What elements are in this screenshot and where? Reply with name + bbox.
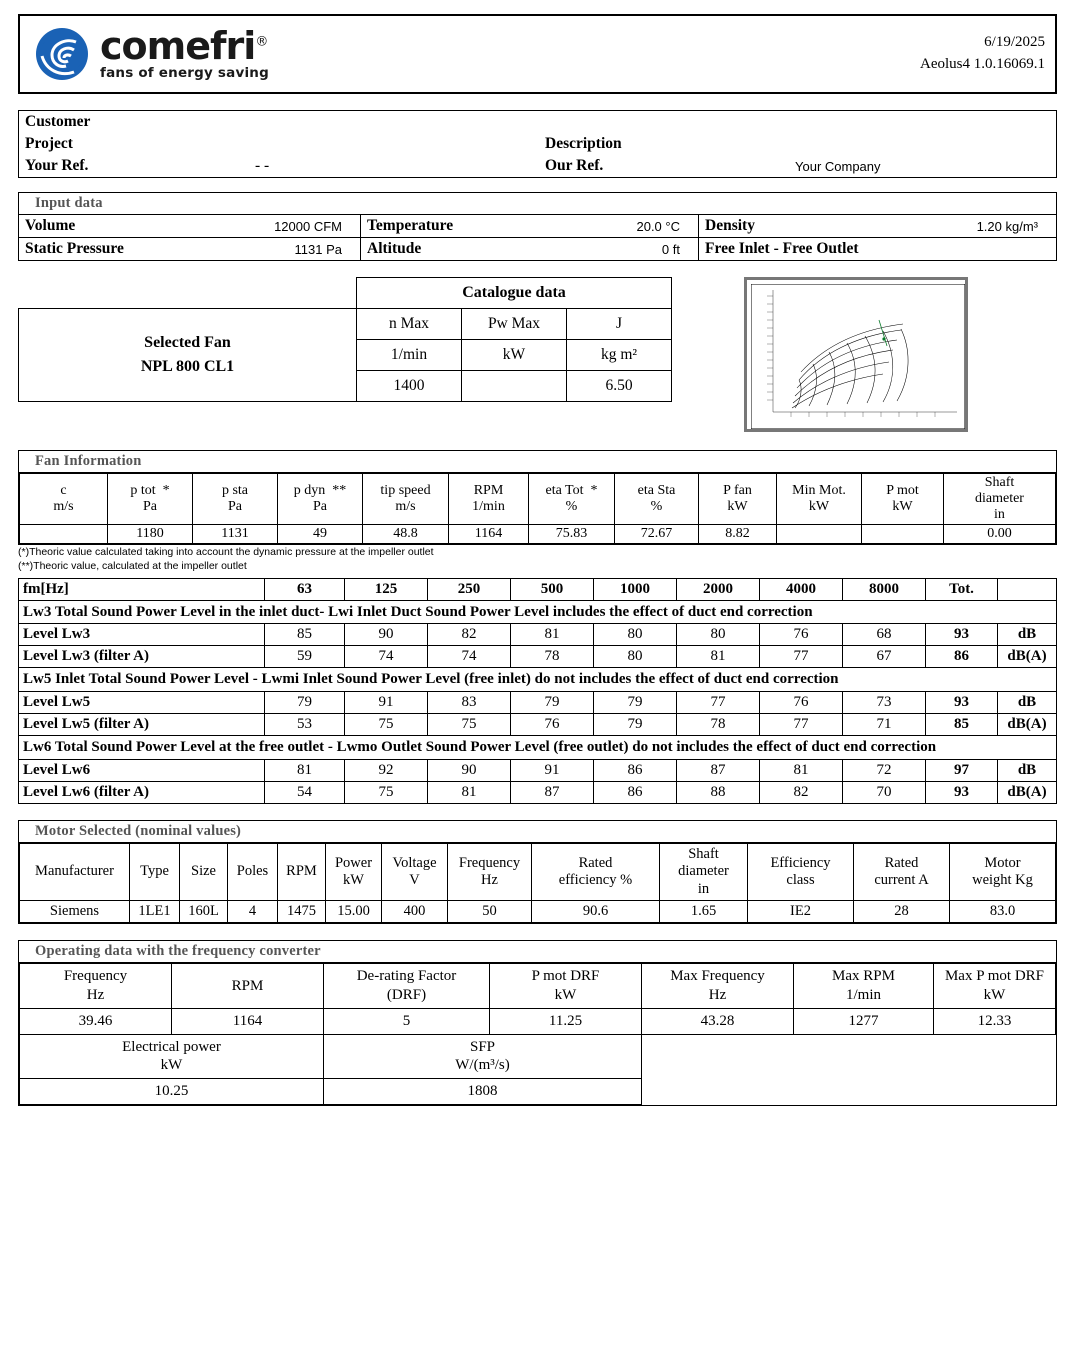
catalogue-block bbox=[18, 277, 1057, 432]
fan-information-note-2: (**)Theoric value, calculated at the impeller outlet bbox=[18, 560, 247, 573]
fi-val-pfan: 8.82 bbox=[699, 525, 777, 544]
lw3-2000: 80 bbox=[677, 624, 760, 646]
lw3a-500: 78 bbox=[511, 646, 594, 668]
logo-name: comefri® bbox=[100, 24, 268, 69]
our-ref-label: Our Ref. bbox=[545, 157, 604, 174]
density-cell bbox=[699, 215, 1056, 237]
catalogue-header-row bbox=[19, 309, 672, 340]
sound-freq-1000: 1000 bbox=[594, 578, 677, 600]
altitude-cell bbox=[361, 237, 699, 260]
lw6a-unit: dB(A) bbox=[998, 781, 1057, 803]
motor-col-class: Efficiency class bbox=[748, 843, 854, 900]
altitude-label: Altitude bbox=[367, 240, 422, 257]
sound-row bbox=[19, 759, 1057, 781]
fan-information-value-row bbox=[20, 525, 1056, 544]
fi-col-rpm: RPM 1/min bbox=[449, 474, 529, 525]
motor-col-manufacturer: Manufacturer bbox=[20, 843, 130, 900]
catalogue-title-row bbox=[19, 278, 672, 309]
density-value: 1.20 kg/m³ bbox=[976, 218, 1038, 234]
motor-value-row bbox=[20, 901, 1056, 923]
fi-val-etatot: 75.83 bbox=[529, 525, 615, 544]
motor-col-efficiency: Rated efficiency % bbox=[532, 843, 660, 900]
lw5-1000: 79 bbox=[594, 692, 677, 714]
fan-curve-chart bbox=[744, 277, 968, 432]
operating-header-row bbox=[20, 964, 1056, 1009]
lw3a-2000: 81 bbox=[677, 646, 760, 668]
swirl-logo-icon bbox=[34, 26, 90, 82]
motor-block bbox=[18, 820, 1057, 925]
lw6-4000: 81 bbox=[760, 759, 843, 781]
sound-row bbox=[19, 781, 1057, 803]
lw5a-2000: 78 bbox=[677, 714, 760, 736]
motor-header-row bbox=[20, 843, 1056, 900]
fan-information-note-1: (*)Theoric value calculated taking into account the dynamic pressure at the impeller outlet bbox=[18, 546, 434, 559]
lw3a-125: 74 bbox=[345, 646, 428, 668]
motor-col-type: Type bbox=[130, 843, 180, 900]
catalogue-title: Catalogue data bbox=[357, 278, 672, 309]
lw3a-unit: dB(A) bbox=[998, 646, 1057, 668]
sound-row bbox=[19, 692, 1057, 714]
lw6a-label: Level Lw6 (filter A) bbox=[19, 781, 265, 803]
op-val-maxfreq: 43.28 bbox=[642, 1008, 794, 1034]
lw3-description: Lw3 Total Sound Power Level in the inlet duct- Lwi Inlet Duct Sound Power Level includes the effect of duct end correction bbox=[19, 600, 1057, 624]
op-col-drf: De-rating Factor (DRF) bbox=[324, 964, 490, 1009]
fan-information-table bbox=[19, 473, 1056, 544]
registered-mark: ® bbox=[255, 34, 268, 50]
lw3-unit: dB bbox=[998, 624, 1057, 646]
op-val-rpm: 1164 bbox=[172, 1008, 324, 1034]
op-col-maxrpm: Max RPM 1/min bbox=[794, 964, 934, 1009]
our-ref-value: Your Company bbox=[795, 158, 881, 174]
sound-freq-500: 500 bbox=[511, 578, 594, 600]
reference-row bbox=[19, 155, 1056, 177]
op-empty-cell bbox=[642, 1034, 1056, 1079]
density-label: Density bbox=[705, 217, 755, 234]
op-val-sfp: 1808 bbox=[324, 1079, 642, 1105]
col-nmax: n Max bbox=[357, 309, 462, 340]
lw5a-125: 75 bbox=[345, 714, 428, 736]
op-col-rpm: RPM bbox=[172, 964, 324, 1009]
unit-pwmax: kW bbox=[462, 340, 567, 371]
sound-freq-250: 250 bbox=[428, 578, 511, 600]
lw3a-63: 59 bbox=[265, 646, 345, 668]
temperature-value: 20.0 °C bbox=[636, 218, 680, 234]
fi-val-pdyn: 49 bbox=[278, 525, 363, 544]
selected-fan-model: NPL 800 CL1 bbox=[140, 358, 235, 375]
customer-row bbox=[19, 111, 1056, 133]
op-col-sfp: SFP W/(m³/s) bbox=[324, 1034, 642, 1079]
sound-row bbox=[19, 714, 1057, 736]
inlet-outlet-cell bbox=[699, 237, 1056, 260]
volume-cell bbox=[19, 215, 361, 237]
fi-val-c bbox=[20, 525, 108, 544]
logo-tagline: fans of energy saving bbox=[100, 65, 269, 82]
altitude-value: 0 ft bbox=[661, 241, 680, 257]
lw3a-label: Level Lw3 (filter A) bbox=[19, 646, 265, 668]
lw5-description: Lw5 Inlet Total Sound Power Level - Lwmi Inlet Sound Power Level (free inlet) do not includes the effect of duct end correction bbox=[19, 668, 1057, 692]
lw3a-8000: 67 bbox=[843, 646, 926, 668]
lw5a-1000: 79 bbox=[594, 714, 677, 736]
lw5-total: 93 bbox=[926, 692, 998, 714]
motor-table bbox=[19, 843, 1056, 924]
input-data-row-1 bbox=[19, 215, 1056, 237]
lw6-125: 92 bbox=[345, 759, 428, 781]
sound-freq-125: 125 bbox=[345, 578, 428, 600]
your-ref-value: - - bbox=[255, 157, 270, 174]
static-pressure-value: 1131 Pa bbox=[294, 241, 342, 257]
fi-col-pmot: P mot kW bbox=[862, 474, 944, 525]
fi-val-minmot bbox=[777, 525, 862, 544]
op-val-maxpmotdrf: 12.33 bbox=[934, 1008, 1056, 1034]
project-label: Project bbox=[25, 135, 73, 152]
lw5-2000: 77 bbox=[677, 692, 760, 714]
description-label: Description bbox=[545, 135, 622, 152]
sound-freq-2000: 2000 bbox=[677, 578, 760, 600]
value-nmax: 1400 bbox=[357, 371, 462, 402]
motor-val-efficiency: 90.6 bbox=[532, 901, 660, 923]
motor-col-rpm: RPM bbox=[278, 843, 326, 900]
lw3-4000: 76 bbox=[760, 624, 843, 646]
motor-val-class: IE2 bbox=[748, 901, 854, 923]
lw6a-8000: 70 bbox=[843, 781, 926, 803]
motor-title: Motor Selected (nominal values) bbox=[19, 821, 1056, 843]
op-col-electrical-power: Electrical power kW bbox=[20, 1034, 324, 1079]
volume-label: Volume bbox=[25, 217, 76, 234]
selected-fan-cell bbox=[19, 309, 357, 402]
lw5-label: Level Lw5 bbox=[19, 692, 265, 714]
fi-val-rpm: 1164 bbox=[449, 525, 529, 544]
motor-val-shaft: 1.65 bbox=[660, 901, 748, 923]
lw3a-250: 74 bbox=[428, 646, 511, 668]
lw6-description: Lw6 Total Sound Power Level at the free outlet - Lwmo Outlet Sound Power Level (free outlet) do not includes the effect of duct end correction bbox=[19, 736, 1057, 760]
lw5a-total: 85 bbox=[926, 714, 998, 736]
project-row bbox=[19, 133, 1056, 155]
sound-unit-header bbox=[998, 578, 1057, 600]
value-pwmax bbox=[462, 371, 567, 402]
header-meta bbox=[920, 32, 1045, 76]
software-version: Aeolus4 1.0.16069.1 bbox=[920, 56, 1045, 72]
lw3a-4000: 77 bbox=[760, 646, 843, 668]
lw3-1000: 80 bbox=[594, 624, 677, 646]
op-col-maxpmotdrf: Max P mot DRF kW bbox=[934, 964, 1056, 1009]
lw6a-4000: 82 bbox=[760, 781, 843, 803]
lw3a-1000: 80 bbox=[594, 646, 677, 668]
motor-col-power: Power kW bbox=[326, 843, 382, 900]
op-val-pmotdrf: 11.25 bbox=[490, 1008, 642, 1034]
catalogue-table bbox=[18, 277, 672, 402]
sound-row bbox=[19, 624, 1057, 646]
fan-information-block bbox=[18, 450, 1057, 545]
sound-freq-63: 63 bbox=[265, 578, 345, 600]
motor-col-poles: Poles bbox=[228, 843, 278, 900]
fi-col-c: c m/s bbox=[20, 474, 108, 525]
fi-val-psta: 1131 bbox=[193, 525, 278, 544]
lw6a-63: 54 bbox=[265, 781, 345, 803]
lw3-250: 82 bbox=[428, 624, 511, 646]
sound-section-description bbox=[19, 668, 1057, 692]
lw5a-4000: 77 bbox=[760, 714, 843, 736]
lw6a-1000: 86 bbox=[594, 781, 677, 803]
col-j: J bbox=[567, 309, 672, 340]
op-col-frequency: Frequency Hz bbox=[20, 964, 172, 1009]
value-j: 6.50 bbox=[567, 371, 672, 402]
fi-col-ptot: p tot * Pa bbox=[108, 474, 193, 525]
sound-section-description bbox=[19, 600, 1057, 624]
lw6a-total: 93 bbox=[926, 781, 998, 803]
fi-col-psta: p sta Pa bbox=[193, 474, 278, 525]
lw6-500: 91 bbox=[511, 759, 594, 781]
sound-freq-label: fm[Hz] bbox=[19, 578, 265, 600]
motor-val-poles: 4 bbox=[228, 901, 278, 923]
document-header bbox=[18, 14, 1057, 94]
motor-val-weight: 83.0 bbox=[950, 901, 1056, 923]
inlet-outlet-label: Free Inlet - Free Outlet bbox=[705, 240, 859, 257]
lw5a-63: 53 bbox=[265, 714, 345, 736]
fi-col-shaft: Shaft diameter in bbox=[944, 474, 1056, 525]
lw6-label: Level Lw6 bbox=[19, 759, 265, 781]
unit-nmax: 1/min bbox=[357, 340, 462, 371]
lw6-unit: dB bbox=[998, 759, 1057, 781]
sound-freq-4000: 4000 bbox=[760, 578, 843, 600]
fan-information-header-row bbox=[20, 474, 1056, 525]
motor-val-type: 1LE1 bbox=[130, 901, 180, 923]
lw3-total: 93 bbox=[926, 624, 998, 646]
op-val-maxrpm: 1277 bbox=[794, 1008, 934, 1034]
lw6a-250: 81 bbox=[428, 781, 511, 803]
lw5-63: 79 bbox=[265, 692, 345, 714]
lw3a-total: 86 bbox=[926, 646, 998, 668]
motor-col-frequency: Frequency Hz bbox=[448, 843, 532, 900]
lw5a-8000: 71 bbox=[843, 714, 926, 736]
input-data-row-2 bbox=[19, 237, 1056, 260]
customer-block bbox=[18, 110, 1057, 178]
lw3-label: Level Lw3 bbox=[19, 624, 265, 646]
lw5-4000: 76 bbox=[760, 692, 843, 714]
lw5a-unit: dB(A) bbox=[998, 714, 1057, 736]
motor-val-power: 15.00 bbox=[326, 901, 382, 923]
lw5-unit: dB bbox=[998, 692, 1057, 714]
operating-value-row bbox=[20, 1008, 1056, 1034]
lw3-125: 90 bbox=[345, 624, 428, 646]
op-val-drf: 5 bbox=[324, 1008, 490, 1034]
static-pressure-cell bbox=[19, 237, 361, 260]
fi-val-pmot bbox=[862, 525, 944, 544]
fi-col-tipspeed: tip speed m/s bbox=[363, 474, 449, 525]
temperature-label: Temperature bbox=[367, 217, 454, 234]
operating-block bbox=[18, 940, 1057, 1106]
temperature-cell bbox=[361, 215, 699, 237]
fi-val-etasta: 72.67 bbox=[615, 525, 699, 544]
lw6a-2000: 88 bbox=[677, 781, 760, 803]
col-pwmax: Pw Max bbox=[462, 309, 567, 340]
lw5-125: 91 bbox=[345, 692, 428, 714]
lw5-250: 83 bbox=[428, 692, 511, 714]
lw6a-500: 87 bbox=[511, 781, 594, 803]
motor-val-current: 28 bbox=[854, 901, 950, 923]
your-ref-label: Your Ref. bbox=[25, 157, 89, 174]
fi-col-pdyn: p dyn ** Pa bbox=[278, 474, 363, 525]
comefri-logo bbox=[34, 26, 269, 82]
motor-val-voltage: 400 bbox=[382, 901, 448, 923]
operating-title: Operating data with the frequency converter bbox=[19, 941, 1056, 963]
sound-power-table bbox=[18, 578, 1057, 804]
fan-information-title: Fan Information bbox=[19, 451, 1056, 473]
motor-col-size: Size bbox=[180, 843, 228, 900]
customer-label: Customer bbox=[25, 113, 91, 130]
lw6-8000: 72 bbox=[843, 759, 926, 781]
lw3-63: 85 bbox=[265, 624, 345, 646]
op-col-pmotdrf: P mot DRF kW bbox=[490, 964, 642, 1009]
lw3-8000: 68 bbox=[843, 624, 926, 646]
sound-frequency-header bbox=[19, 578, 1057, 600]
fi-col-pfan: P fan kW bbox=[699, 474, 777, 525]
lw6a-125: 75 bbox=[345, 781, 428, 803]
logo-wordmark bbox=[100, 24, 269, 82]
static-pressure-label: Static Pressure bbox=[25, 240, 124, 257]
operating-value-row-2 bbox=[20, 1079, 1056, 1105]
fi-val-ptot: 1180 bbox=[108, 525, 193, 544]
input-data-block bbox=[18, 192, 1057, 261]
operating-header-row-2 bbox=[20, 1034, 1056, 1079]
lw6-total: 97 bbox=[926, 759, 998, 781]
fi-col-etatot: eta Tot * % bbox=[529, 474, 615, 525]
lw5-8000: 73 bbox=[843, 692, 926, 714]
op-col-maxfreq: Max Frequency Hz bbox=[642, 964, 794, 1009]
lw6-63: 81 bbox=[265, 759, 345, 781]
lw3-500: 81 bbox=[511, 624, 594, 646]
sound-freq-8000: 8000 bbox=[843, 578, 926, 600]
sound-row bbox=[19, 646, 1057, 668]
op-val-electrical-power: 10.25 bbox=[20, 1079, 324, 1105]
motor-col-weight: Motor weight Kg bbox=[950, 843, 1056, 900]
sound-total-label: Tot. bbox=[926, 578, 998, 600]
selected-fan-label: Selected Fan bbox=[144, 334, 231, 351]
operating-table bbox=[19, 963, 1056, 1105]
motor-val-size: 160L bbox=[180, 901, 228, 923]
fi-val-tipspeed: 48.8 bbox=[363, 525, 449, 544]
report-date: 6/19/2025 bbox=[984, 34, 1045, 51]
motor-col-current: Rated current A bbox=[854, 843, 950, 900]
motor-col-voltage: Voltage V bbox=[382, 843, 448, 900]
motor-col-shaft: Shaft diameter in bbox=[660, 843, 748, 900]
lw5-500: 79 bbox=[511, 692, 594, 714]
lw6-1000: 86 bbox=[594, 759, 677, 781]
volume-value: 12000 CFM bbox=[274, 218, 342, 234]
fi-val-shaft: 0.00 bbox=[944, 525, 1056, 544]
fi-col-etasta: eta Sta % bbox=[615, 474, 699, 525]
lw5a-250: 75 bbox=[428, 714, 511, 736]
motor-val-manufacturer: Siemens bbox=[20, 901, 130, 923]
op-empty-cell-2 bbox=[642, 1079, 1056, 1105]
lw6-250: 90 bbox=[428, 759, 511, 781]
input-data-title: Input data bbox=[19, 193, 1056, 215]
sound-section-description bbox=[19, 736, 1057, 760]
motor-val-rpm: 1475 bbox=[278, 901, 326, 923]
unit-j: kg m² bbox=[567, 340, 672, 371]
op-val-frequency: 39.46 bbox=[20, 1008, 172, 1034]
lw6-2000: 87 bbox=[677, 759, 760, 781]
motor-val-frequency: 50 bbox=[448, 901, 532, 923]
lw5a-500: 76 bbox=[511, 714, 594, 736]
lw5a-label: Level Lw5 (filter A) bbox=[19, 714, 265, 736]
fi-col-minmot: Min Mot. kW bbox=[777, 474, 862, 525]
